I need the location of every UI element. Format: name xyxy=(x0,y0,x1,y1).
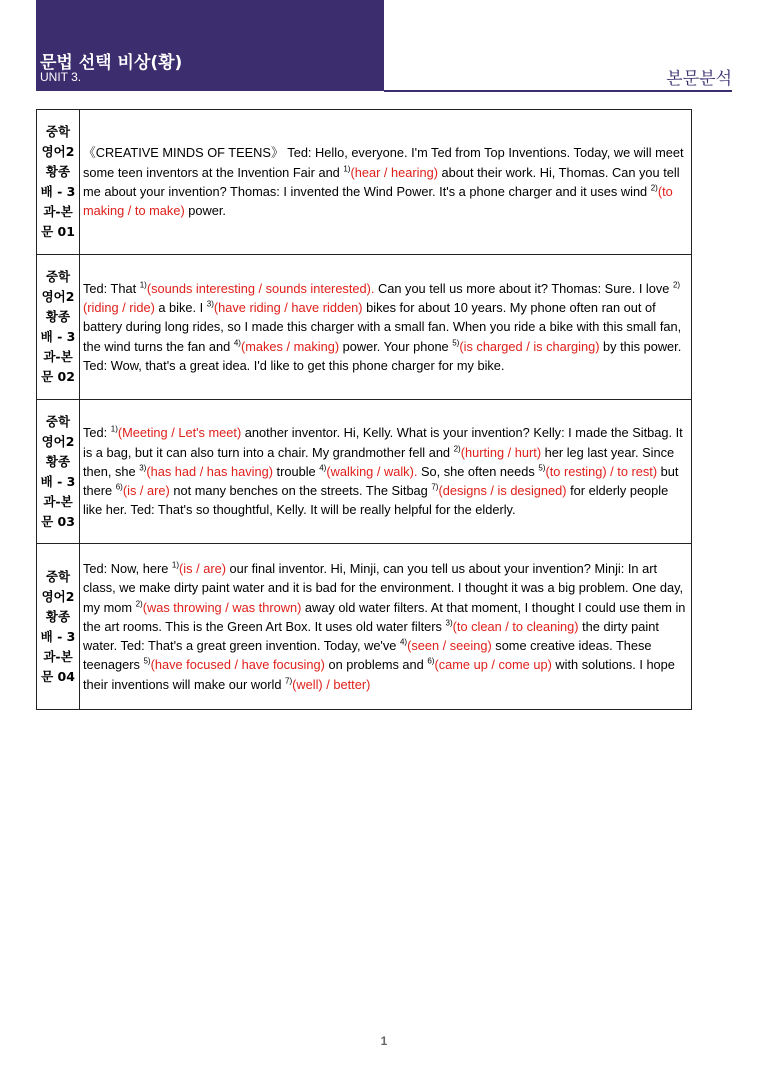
passage-row xyxy=(37,255,692,400)
answer-choice: (designs / is designed) xyxy=(438,483,567,499)
passage-table xyxy=(36,109,692,710)
document-title: 문법 선택 비상(황) xyxy=(40,53,183,73)
passage-sentence: away old water filters. At that moment, I thought I could use them in the art rooms. This is the Green Art Box. It uses old water filters xyxy=(83,599,686,634)
header-divider xyxy=(384,90,732,92)
blank-number: 6) xyxy=(427,657,435,667)
blank-number: 1) xyxy=(171,560,180,570)
passage-label-line: 과-본 xyxy=(43,349,73,364)
answer-choice: (to resting) / to rest) xyxy=(545,463,658,479)
passage-label-line: 과-본 xyxy=(43,648,73,664)
passage-sentence: 《CREATIVE MINDS OF TEENS》 Ted: Hello, everyone. I'm Ted from Top Inventions. Today, we will meet some teen inventors at the Invention Fair and xyxy=(83,145,684,180)
passage-sentence: power. Your phone xyxy=(339,338,453,354)
passage-sentence: for elderly people like her. Ted: That's so thoughtful, Kelly. It will be really helpful for the elderly. xyxy=(83,483,669,518)
passage-label-line: 과-본 xyxy=(43,204,73,219)
blank-number: 3) xyxy=(206,299,214,309)
passage-text xyxy=(80,400,692,544)
blank-number: 2) xyxy=(650,183,658,193)
page-number: 1 xyxy=(380,1034,388,1048)
passage-row xyxy=(37,400,692,544)
passage-sentence: Ted: Now, here xyxy=(83,560,172,576)
passage-label-line: 배 - 3 xyxy=(40,184,76,199)
blank-number: 5) xyxy=(538,463,546,473)
passage-label-line: 영어2 xyxy=(41,433,75,449)
answer-choice: (to clean / to cleaning) xyxy=(452,618,579,634)
blank-number: 7) xyxy=(285,676,293,686)
answer-choice: (sounds interesting / sounds interested). xyxy=(146,280,375,296)
blank-number: 2) xyxy=(453,444,461,454)
passage-label xyxy=(37,400,80,544)
passage-label xyxy=(37,255,80,400)
blank-number: 3) xyxy=(445,618,453,628)
header-banner xyxy=(36,0,384,91)
answer-choice: (was throwing / was thrown) xyxy=(142,599,302,615)
passage-label-line: 문 01 xyxy=(41,224,75,239)
answer-choice: (is / are) xyxy=(179,560,226,576)
answer-choice: (seen / seeing) xyxy=(407,638,492,654)
blank-number: 1) xyxy=(110,424,118,434)
passage-label-line: 문 04 xyxy=(41,668,75,684)
passage-label-line: 황종 xyxy=(45,164,71,179)
blank-number: 5) xyxy=(143,657,151,667)
answer-choice: (is charged / is charging) xyxy=(459,338,600,354)
passage-sentence: Can you tell us more about it? Thomas: Sure. I love xyxy=(374,280,673,296)
passage-text xyxy=(80,544,692,710)
answer-choice: (walking / walk). xyxy=(326,463,418,479)
answer-choice: (is / are) xyxy=(122,483,170,499)
answer-choice: (makes / making) xyxy=(240,338,340,354)
passage-table-body xyxy=(37,110,692,710)
answer-choice: (hear / hearing) xyxy=(350,164,438,180)
passage-label-line: 과-본 xyxy=(43,493,73,509)
passage-row xyxy=(37,544,692,710)
passage-text xyxy=(80,255,692,400)
blank-number: 5) xyxy=(452,338,460,348)
passage-sentence: So, she often needs xyxy=(417,463,539,479)
passage-sentence: her leg last year. Since then, she xyxy=(83,444,675,479)
passage-sentence: by this power. Ted: Wow, that's a great idea. I'd like to get this phone charger for my bike. xyxy=(83,338,682,373)
blank-number: 2) xyxy=(135,599,143,609)
blank-number: 4) xyxy=(399,637,408,647)
blank-number: 3) xyxy=(139,463,147,473)
blank-number: 2) xyxy=(672,280,681,290)
passage-label-line: 황종 xyxy=(45,309,71,324)
passage-label-line: 황종 xyxy=(45,453,71,469)
answer-choice: (hurting / hurt) xyxy=(460,444,542,460)
answer-choice: (to making / to make) xyxy=(83,184,673,219)
passage-label-line: 중학 xyxy=(45,413,71,429)
passage-label-line: 문 03 xyxy=(41,513,75,529)
passage-sentence: a bike. I xyxy=(154,300,207,316)
passage-label-line: 중학 xyxy=(45,269,71,284)
blank-number: 1) xyxy=(343,164,351,174)
passage-label-line: 배 - 3 xyxy=(40,628,76,644)
passage-sentence: the dirty paint water. Ted: That's a great green invention. Today, we've xyxy=(83,618,659,654)
passage-sentence: bikes for about 10 years. My phone often ran out of battery during long rides, so I made this charger with a small fan. When you ride a bike with this small fan, the wind turns the fan and xyxy=(83,300,682,354)
passage-label-line: 영어2 xyxy=(41,289,75,304)
passage-sentence: about their work. Hi, Thomas. Can you tell me about your invention? Thomas: I invented the Wind Power. It's a phone charger and it uses wind xyxy=(83,164,680,199)
passage-sentence: not many benches on the streets. The Sitbag xyxy=(169,483,432,499)
passage-label-line: 배 - 3 xyxy=(40,329,76,344)
passage-sentence: Ted: That xyxy=(83,280,140,296)
answer-choice: (have riding / have ridden) xyxy=(213,300,363,316)
passage-label xyxy=(37,544,80,710)
passage-row xyxy=(37,110,692,255)
passage-label-line: 황종 xyxy=(45,608,71,624)
passage-sentence: another inventor. Hi, Kelly. What is your invention? Kelly: I made the Sitbag. It is a bag, but it can also turn into a chair. My grandmother fell and xyxy=(83,425,683,460)
answer-choice: (Meeting / Let's meet) xyxy=(117,425,242,441)
passage-sentence: our final inventor. Hi, Minji, can you tell us about your invention? Minji: In art class, we make dirty paint water and it is bad for the environment. I thought it was a big problem. One day, my mom xyxy=(83,560,684,615)
passage-label-line: 영어2 xyxy=(41,144,75,159)
passage-label-line: 배 - 3 xyxy=(40,473,76,489)
answer-choice: (has had / has having) xyxy=(146,463,273,479)
passage-sentence: some creative ideas. These teenagers xyxy=(83,638,652,673)
passage-text xyxy=(80,110,692,255)
section-label: 본문분석 xyxy=(666,69,732,89)
blank-number: 6) xyxy=(115,482,123,492)
blank-number: 4) xyxy=(233,338,241,348)
blank-number: 1) xyxy=(139,280,147,290)
passage-sentence: Ted: xyxy=(83,425,111,441)
blank-number: 7) xyxy=(431,482,439,492)
passage-sentence: with solutions. I hope their inventions will make our world xyxy=(83,657,675,692)
passage-label-line: 문 02 xyxy=(41,369,75,384)
blank-number: 4) xyxy=(319,463,327,473)
passage-sentence: trouble xyxy=(272,463,320,479)
answer-choice: (have focused / have focusing) xyxy=(150,657,325,673)
passage-sentence: power. xyxy=(184,203,226,219)
unit-label: UNIT 3. xyxy=(40,70,82,84)
answer-choice: (riding / ride) xyxy=(83,300,155,316)
passage-label-line: 중학 xyxy=(45,568,71,584)
passage-label-line: 중학 xyxy=(45,124,71,139)
passage-label xyxy=(37,110,80,255)
passage-sentence: on problems and xyxy=(324,657,428,673)
answer-choice: (well) / better) xyxy=(292,676,371,692)
passage-label-line: 영어2 xyxy=(41,588,75,604)
passage-sentence: but there xyxy=(83,463,679,499)
answer-choice: (came up / come up) xyxy=(434,657,552,673)
